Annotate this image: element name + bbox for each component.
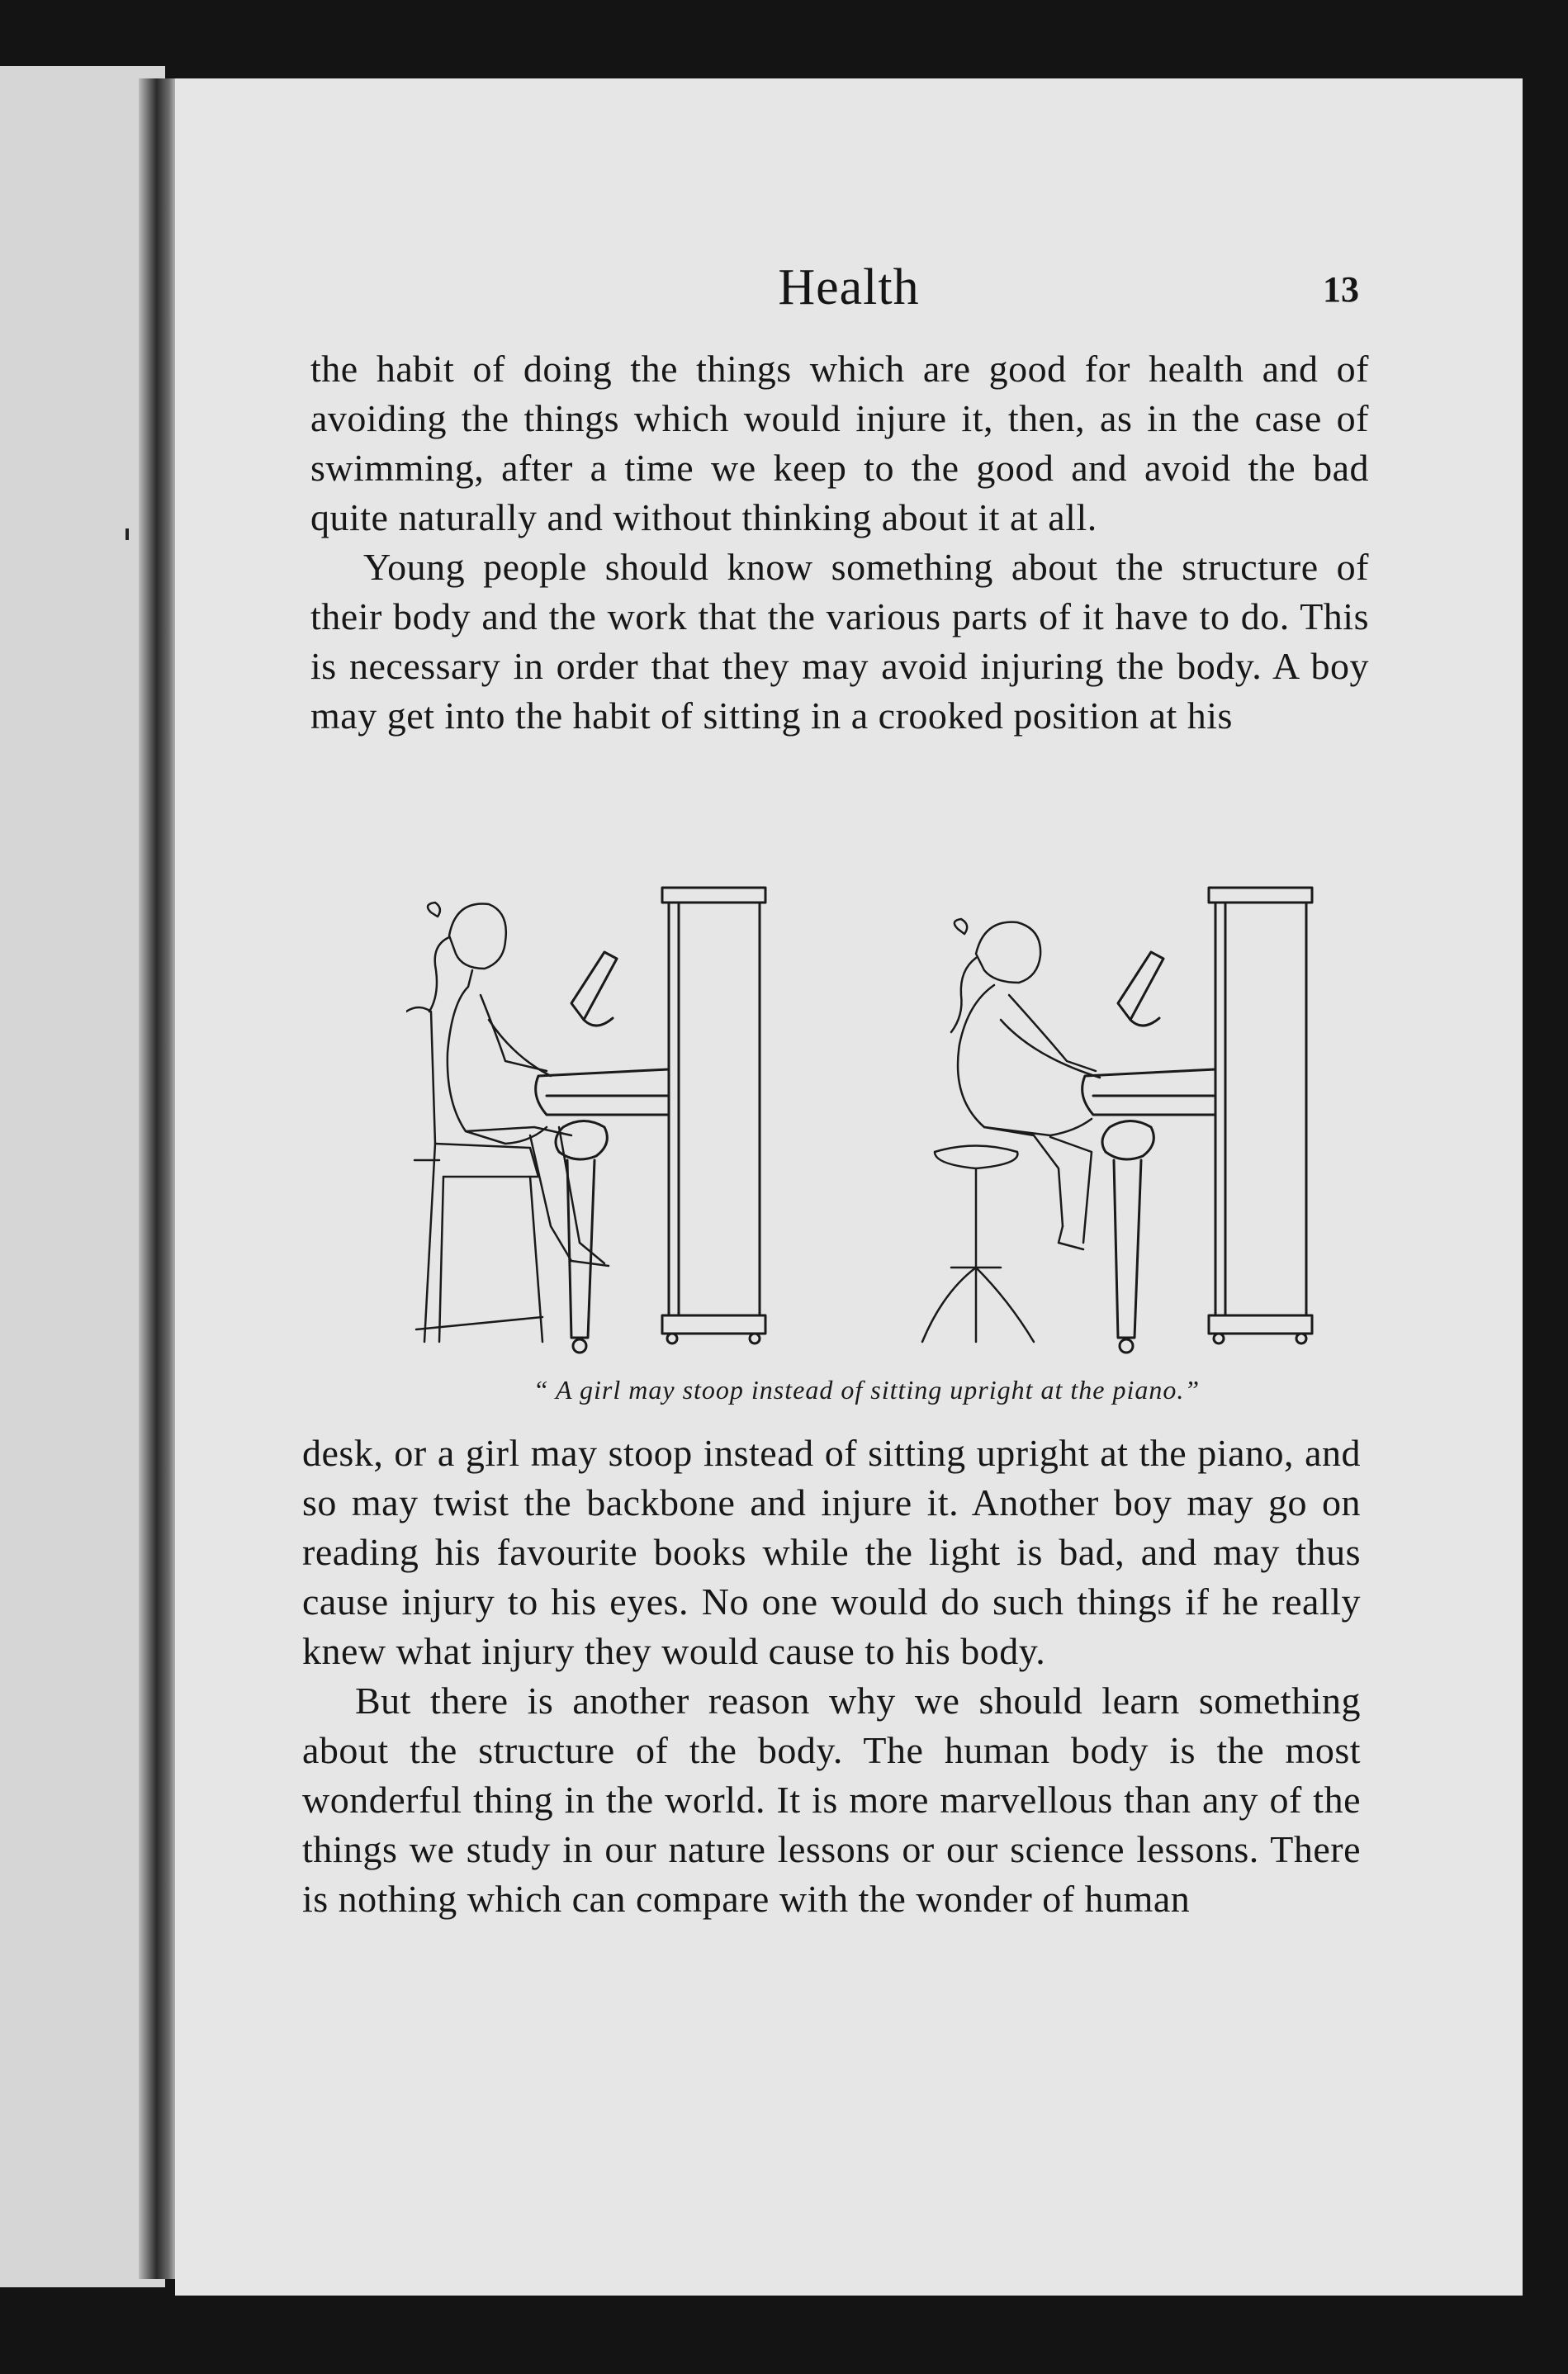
body-text-bottom [302,1429,1361,1924]
paragraph: But there is another reason why we should learn something about the structure of the body. The human body is the most wonderful thing in the world. It is more marvellous than any of the things we study in our nature lessons or our science lessons. There is nothing which can compare with the wonder of human [302,1680,1361,1920]
body-text-top [310,344,1369,741]
page-header [175,258,1523,325]
margin-mark [126,528,129,540]
book-spine [139,78,178,2279]
piano-drawing [406,879,1327,1367]
piano-illustration [406,879,1327,1420]
figure-caption: “ A girl may stoop instead of sitting upright at the piano.” [533,1375,1201,1405]
paragraph: desk, or a girl may stoop instead of sitting upright at the piano, and so may twist the backbone and injure it. Another boy may go on reading his favourite books while the light is bad, and may thus cause injury to his eyes. No one would do such things if he really knew what injury they would cause to his body. [302,1432,1361,1672]
paragraph: the habit of doing the things which are good for health and of avoiding the things which would injure it, then, as in the case of swimming, after a time we keep to the good and avoid the bad quite naturally and without thinking about it at all. [310,348,1369,538]
running-head: Health [778,259,920,315]
upright-piano-right [1082,888,1312,1353]
upright-piano-left [536,888,765,1353]
page-number: 13 [1323,269,1359,310]
girl-stooping-right [922,919,1100,1342]
paragraph: Young people should know something about the structure of their body and the work that the various parts of it have to do. This is necessary in order that they may avoid injuring the body. A boy may get into the habit of sitting in a crooked position at his [310,546,1369,737]
book-page [175,78,1523,2296]
